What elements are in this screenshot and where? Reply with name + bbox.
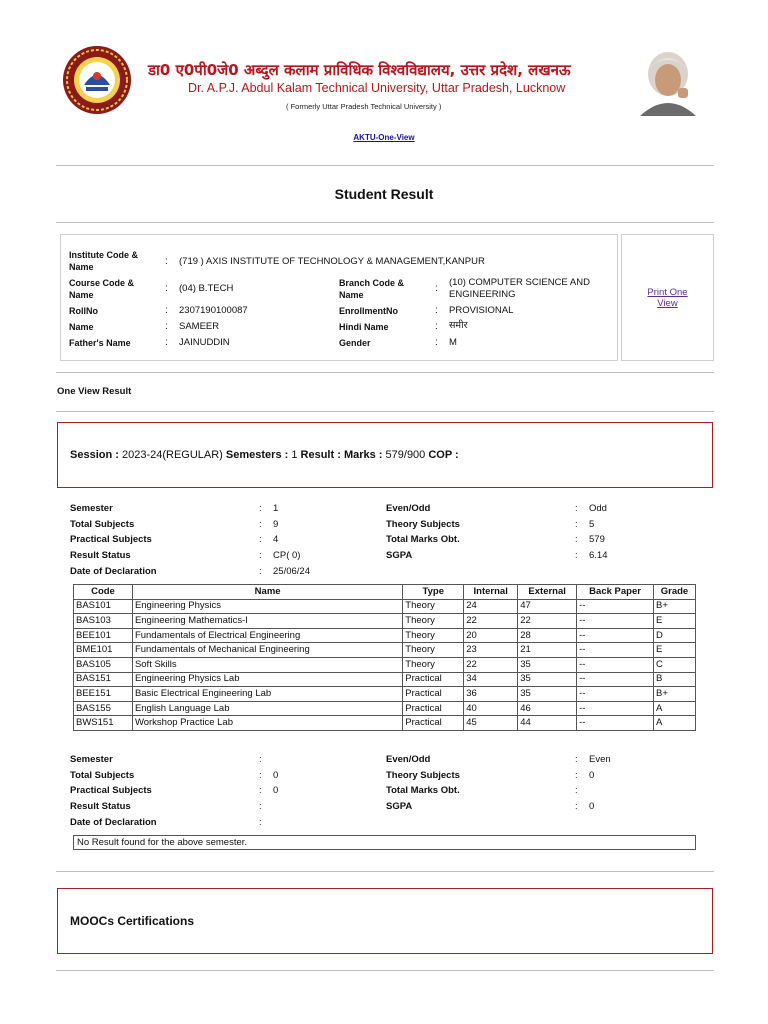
table-cell: BAS151: [74, 672, 133, 687]
kv-colon: :: [575, 503, 578, 514]
table-row: [74, 672, 696, 687]
table-cell: 20: [464, 628, 518, 643]
table-cell: BAS101: [74, 599, 133, 614]
table-cell: Practical: [403, 672, 464, 687]
table-cell: E: [653, 614, 695, 629]
info-value: JAINUDDIN: [179, 337, 230, 348]
table-cell: Theory: [403, 614, 464, 629]
info-colon: :: [165, 283, 168, 294]
student-info-panel: [60, 234, 618, 361]
table-cell: English Language Lab: [132, 701, 402, 716]
kv-colon: :: [259, 816, 262, 828]
table-cell: --: [577, 672, 654, 687]
table-cell: Practical: [403, 716, 464, 731]
table-cell: Theory: [403, 657, 464, 672]
info-label: RollNo: [69, 306, 98, 316]
page-header: [0, 0, 768, 142]
table-cell: Practical: [403, 687, 464, 702]
table-cell: Engineering Physics: [132, 599, 402, 614]
table-cell: Engineering Physics Lab: [132, 672, 402, 687]
table-cell: Workshop Practice Lab: [132, 716, 402, 731]
table-cell: Theory: [403, 643, 464, 658]
table-cell: BEE151: [74, 687, 133, 702]
column-header: Name: [132, 585, 402, 600]
info-row-name: [61, 320, 617, 334]
kv-label: SGPA: [386, 550, 413, 562]
table-row: [74, 701, 696, 716]
info-colon: :: [435, 283, 438, 294]
table-cell: 22: [464, 657, 518, 672]
table-cell: 36: [464, 687, 518, 702]
kv-colon: :: [259, 754, 262, 765]
table-cell: B+: [653, 599, 695, 614]
table-cell: --: [577, 716, 654, 731]
info-label: Course Code & Name: [69, 278, 135, 300]
column-header: Code: [74, 585, 133, 600]
kv-label: Date of Declaration: [70, 565, 157, 577]
aktu-one-view-link[interactable]: AKTU-One-View: [353, 133, 415, 142]
semesters-label: Semesters :: [225, 449, 289, 461]
table-cell: 24: [464, 599, 518, 614]
kv-label: Total Subjects: [70, 769, 135, 781]
info-colon: :: [435, 305, 438, 316]
kv-value: 0: [589, 801, 595, 813]
table-cell: --: [577, 687, 654, 702]
kv-value: 5: [589, 518, 595, 530]
kv-colon: :: [259, 769, 262, 781]
column-header: External: [518, 585, 577, 600]
table-cell: --: [577, 701, 654, 716]
kv-label: Result Status: [70, 550, 131, 562]
info-value: (04) B.TECH: [179, 283, 234, 294]
table-cell: Engineering Mathematics-I: [132, 614, 402, 629]
table-cell: 34: [464, 672, 518, 687]
column-header: Type: [403, 585, 464, 600]
kv-value: 4: [273, 534, 279, 546]
table-cell: --: [577, 614, 654, 629]
table-cell: E: [653, 643, 695, 658]
info-value: PROVISIONAL: [449, 305, 514, 316]
kv-label: Total Subjects: [70, 518, 135, 530]
table-cell: Soft Skills: [132, 657, 402, 672]
table-cell: --: [577, 657, 654, 672]
kv-value: Even: [589, 754, 611, 765]
info-colon: :: [435, 337, 438, 348]
info-label: Father's Name: [69, 338, 131, 348]
kv-value: 1: [273, 503, 279, 514]
kv-colon: :: [575, 518, 578, 530]
kv-label: Practical Subjects: [70, 534, 152, 546]
info-row-father: [61, 336, 617, 350]
kv-colon: :: [575, 754, 578, 765]
divider: [56, 372, 714, 373]
print-panel: [621, 234, 714, 361]
info-label: Gender: [339, 338, 371, 348]
kv-colon: :: [259, 565, 262, 577]
table-row: [74, 614, 696, 629]
info-row-roll: [61, 304, 617, 318]
kv-value: 0: [273, 769, 279, 781]
table-row: [74, 643, 696, 658]
info-value: SAMEER: [179, 321, 220, 332]
table-cell: BAS155: [74, 701, 133, 716]
page-title: Student Result: [334, 186, 434, 202]
formerly-note: ( Formerly Uttar Pradesh Technical University ): [286, 102, 442, 111]
table-cell: --: [577, 599, 654, 614]
table-cell: 28: [518, 628, 577, 643]
column-header: Grade: [653, 585, 695, 600]
kv-value: 9: [273, 518, 279, 530]
semesters-value: 1: [291, 449, 298, 461]
kv-colon: :: [575, 801, 578, 813]
table-cell: BME101: [74, 643, 133, 658]
table-cell: --: [577, 628, 654, 643]
column-header: Internal: [464, 585, 518, 600]
kv-label: Total Marks Obt.: [386, 785, 460, 797]
info-value: (719 ) AXIS INSTITUTE OF TECHNOLOGY & MANAGEMENT,KANPUR: [179, 256, 485, 267]
table-cell: 21: [518, 643, 577, 658]
table-cell: D: [653, 628, 695, 643]
info-label: Institute Code & Name: [69, 250, 138, 272]
cop-label: COP :: [428, 449, 459, 461]
kv-label: Theory Subjects: [386, 769, 460, 781]
kv-colon: :: [575, 769, 578, 781]
info-row-institute: [61, 249, 617, 275]
kv-colon: :: [575, 785, 578, 797]
info-value: M: [449, 337, 457, 348]
table-row: [74, 687, 696, 702]
kv-label: Total Marks Obt.: [386, 534, 460, 546]
info-label: EnrollmentNo: [339, 306, 399, 316]
session-summary-box: [57, 422, 713, 488]
divider: [56, 970, 714, 971]
table-cell: B: [653, 672, 695, 687]
kv-value: 0: [589, 769, 595, 781]
kv-label: Practical Subjects: [70, 785, 152, 797]
table-row: [74, 716, 696, 731]
table-cell: 22: [464, 614, 518, 629]
kv-colon: :: [259, 534, 262, 546]
kv-label: Theory Subjects: [386, 518, 460, 530]
table-cell: 23: [464, 643, 518, 658]
info-row-course: [61, 277, 617, 303]
table-cell: 22: [518, 614, 577, 629]
print-one-view-link[interactable]: Print One View: [647, 286, 688, 309]
kv-label: Even/Odd: [386, 503, 431, 514]
column-header: Back Paper: [577, 585, 654, 600]
table-cell: BEE101: [74, 628, 133, 643]
kv-colon: :: [575, 550, 578, 562]
table-cell: 47: [518, 599, 577, 614]
info-colon: :: [165, 305, 168, 316]
table-cell: 40: [464, 701, 518, 716]
info-label: Branch Code & Name: [339, 278, 405, 300]
kv-label: Semester: [70, 503, 113, 514]
table-cell: 44: [518, 716, 577, 731]
table-cell: BAS105: [74, 657, 133, 672]
divider: [56, 222, 714, 223]
result-label: Result :: [300, 449, 341, 461]
divider: [56, 165, 714, 166]
kv-value: 0: [273, 785, 279, 797]
kv-colon: :: [259, 503, 262, 514]
kv-value: 6.14: [589, 550, 608, 562]
table-row: [74, 657, 696, 672]
table-cell: 46: [518, 701, 577, 716]
table-cell: 35: [518, 657, 577, 672]
no-result-message: No Result found for the above semester.: [73, 835, 696, 850]
info-value: 2307190100087: [179, 305, 248, 316]
kv-colon: :: [575, 534, 578, 546]
university-name-hindi: डा0 ए0पी0जे0 अब्दुल कलाम प्राविधिक विश्वविद्यालय, उत्तर प्रदेश, लखनऊ: [148, 61, 571, 79]
kv-colon: :: [259, 785, 262, 797]
info-label: Name: [69, 322, 94, 332]
kv-value: 579: [589, 534, 605, 546]
portrait-image: [632, 46, 704, 116]
kv-colon: :: [259, 550, 262, 562]
kv-label: Date of Declaration: [70, 816, 157, 828]
kv-value: 25/06/24: [273, 565, 310, 577]
info-label: Hindi Name: [339, 322, 389, 332]
table-cell: Theory: [403, 599, 464, 614]
table-cell: Theory: [403, 628, 464, 643]
table-cell: Fundamentals of Electrical Engineering: [132, 628, 402, 643]
session-value: 2023-24(REGULAR): [121, 449, 223, 461]
marks-value: 579/900: [385, 449, 426, 461]
session-label: Session :: [70, 449, 119, 461]
table-cell: 35: [518, 672, 577, 687]
table-cell: C: [653, 657, 695, 672]
info-value: समीर: [449, 320, 468, 331]
table-cell: Basic Electrical Engineering Lab: [132, 687, 402, 702]
info-value: (10) COMPUTER SCIENCE AND ENGINEERING: [449, 277, 590, 300]
moocs-box: [57, 888, 713, 954]
kv-label: Result Status: [70, 801, 131, 813]
table-cell: B+: [653, 687, 695, 702]
university-name-english: Dr. A.P.J. Abdul Kalam Technical University, Uttar Pradesh, Lucknow: [188, 81, 566, 95]
table-cell: 35: [518, 687, 577, 702]
kv-value: CP( 0): [273, 550, 301, 562]
table-cell: Fundamentals of Mechanical Engineering: [132, 643, 402, 658]
table-row: [74, 628, 696, 643]
marks-label: Marks :: [343, 449, 383, 461]
university-logo: [62, 45, 132, 115]
moocs-title: MOOCs Certifications: [70, 914, 195, 928]
info-colon: :: [165, 256, 168, 267]
table-header-row: [74, 585, 696, 600]
kv-colon: :: [259, 518, 262, 530]
table-cell: BWS151: [74, 716, 133, 731]
marks-table: [73, 584, 696, 731]
kv-colon: :: [259, 801, 262, 813]
info-colon: :: [435, 321, 438, 332]
table-cell: A: [653, 701, 695, 716]
table-cell: Practical: [403, 701, 464, 716]
section-label: One View Result: [57, 386, 132, 397]
table-row: [74, 599, 696, 614]
kv-value: Odd: [589, 503, 607, 514]
info-colon: :: [165, 321, 168, 332]
table-cell: 45: [464, 716, 518, 731]
info-colon: :: [165, 337, 168, 348]
kv-label: SGPA: [386, 801, 413, 813]
table-cell: BAS103: [74, 614, 133, 629]
kv-label: Even/Odd: [386, 754, 431, 765]
table-cell: A: [653, 716, 695, 731]
divider: [56, 871, 714, 872]
kv-label: Semester: [70, 754, 113, 765]
table-cell: --: [577, 643, 654, 658]
divider: [56, 411, 714, 412]
